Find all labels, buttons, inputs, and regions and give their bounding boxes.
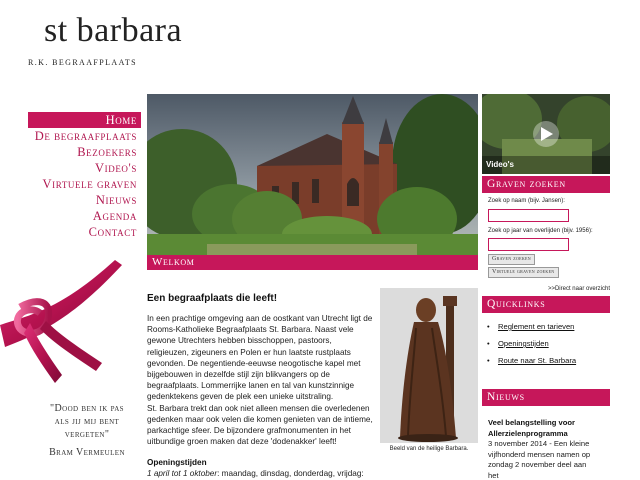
quicklinks-header: Quicklinks (482, 296, 610, 313)
quicklink-openingstijden[interactable]: • Openingstijden (484, 339, 610, 356)
nav-item-nieuws[interactable]: Nieuws (95, 193, 137, 207)
nieuws-header: Nieuws (482, 389, 610, 406)
hero-caption-bar (147, 255, 478, 270)
nav-item-videos[interactable]: Video's (95, 161, 137, 175)
nav-item-home[interactable]: Home (28, 112, 141, 128)
quicklinks-list (484, 322, 610, 373)
nav-item-agenda[interactable]: Agenda (92, 209, 137, 223)
search-graves-button[interactable]: Graven zoeken (488, 254, 535, 265)
nav-item-contact[interactable]: Contact (88, 225, 137, 239)
quote-author: Bram Vermeulen (49, 447, 125, 458)
quote-line: als jij mij bent (54, 416, 120, 427)
intro-paragraph: St. Barbara trekt dan ook niet alleen mensen die overledenen gedenken maar ook velen die komen genieten van de intieme, parkachtige sfeer. De bijzondere grafmonumenten in het uitbundige groen maken dat deze 'dodenakker' leeft! (147, 403, 373, 447)
video-label[interactable]: Video's (486, 160, 514, 169)
main-navigation (28, 112, 141, 240)
page-title: Een begraafplaats die leeft! (147, 293, 278, 304)
opening-hours-text (147, 469, 387, 478)
news-title[interactable]: Veel belangstelling voor Allerzielenprogramma (488, 418, 575, 438)
quote (28, 402, 146, 441)
year-search-label: Zoek op jaar van overlijden (bijv. 1956): (488, 228, 593, 234)
nav-item-de-begraafplaats[interactable]: De begraafplaats (34, 129, 137, 143)
intro-paragraph: In een prachtige omgeving aan de oostkant van Utrecht ligt de Rooms-Katholieke Begraafplaats St. Barbara. Naast vele gewone Utrechters hebben bisschoppen, pastoors, religieuzen, zigeuners en Polen er hun laatste rustplaats gevonden. De negentiende-eeuwse neogotische kapel met bijgebouwen in dezelfde stijl zijn blikvangers op de begraafplaats. Lommerrijke lanen en tal van kunstzinnige gedenktekens geven de plek een unieke uitstraling. (147, 314, 373, 402)
search-virtual-graves-button[interactable]: Virtuele graven zoeken (488, 267, 559, 278)
graven-zoeken-header: Graven zoeken (482, 176, 610, 193)
quote-line: vergeten" (64, 429, 110, 440)
quote-line: "Dood ben ik pas (50, 403, 124, 414)
pink-ribbon-icon (0, 255, 125, 400)
intro-text (147, 313, 375, 447)
opening-period: 1 april tot 1 oktober (147, 469, 218, 478)
news-text: 3 november 2014 - Een kleine vijfhonderd mensen namen op zondag 2 november deel aan het (488, 439, 591, 480)
nav-item-bezoekers[interactable]: Bezoekers (77, 145, 137, 159)
opening-hours-title: Openingstijden (147, 458, 207, 467)
name-search-input[interactable] (488, 209, 569, 222)
quicklink-reglement[interactable]: • Reglement en tarieven (484, 322, 610, 339)
nav-item-virtuele-graven[interactable]: Virtuele graven (42, 177, 137, 191)
year-search-input[interactable] (488, 238, 569, 251)
name-search-label: Zoek op naam (bijv. Jansen): (488, 198, 565, 204)
site-logo[interactable]: st barbara (44, 12, 183, 49)
direct-overview-link[interactable]: >>Direct naar overzicht (547, 286, 610, 292)
quicklink-route[interactable]: • Route naar St. Barbara (484, 356, 610, 373)
logo-subtitle: R.K. BEGRAAFPLAATS (28, 58, 137, 67)
statue-photo (380, 288, 478, 443)
statue-caption: Beeld van de heilige Barbara. (389, 446, 469, 452)
church-photo (147, 94, 478, 255)
hero-caption: Welkom (152, 256, 195, 268)
opening-days: : maandag, dinsdag, donderdag, vrijdag: (217, 469, 364, 478)
